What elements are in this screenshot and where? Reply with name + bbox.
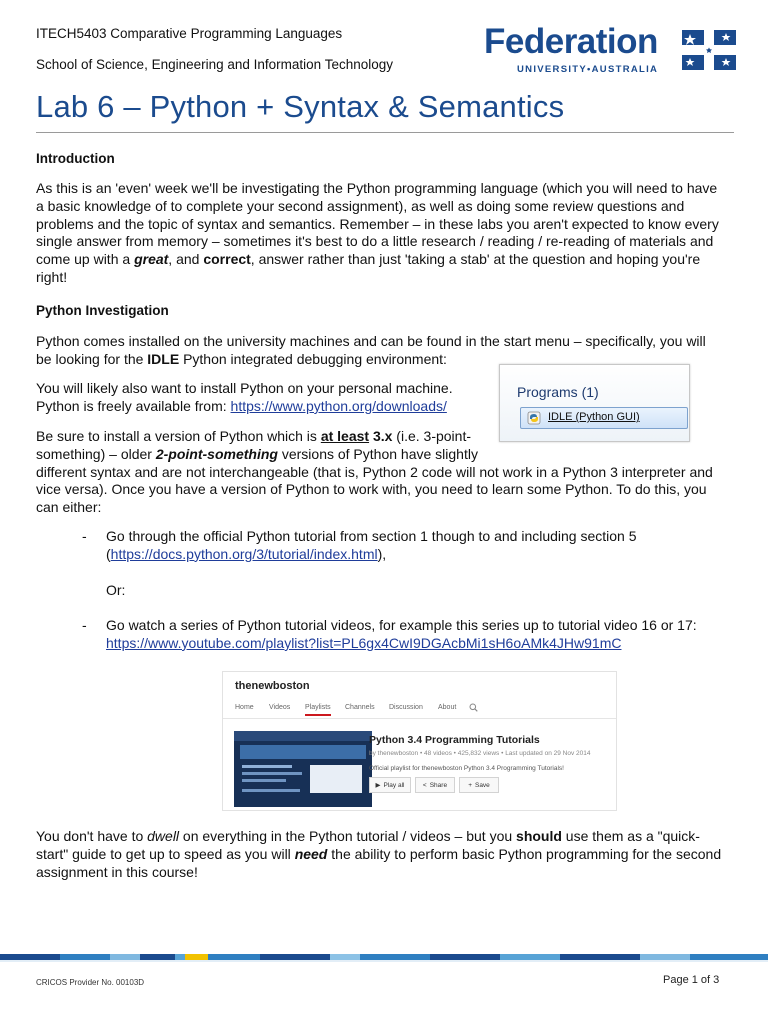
two-point-emphasis: 2-point-something — [155, 445, 278, 462]
idle-emphasis: IDLE — [147, 350, 180, 367]
playlist-title[interactable]: Python 3.4 Programming Tutorials — [369, 734, 540, 746]
introduction-heading: Introduction — [36, 151, 115, 166]
python-line: vice versa). Once you have a version of Python to work with, you need to learn some Python. To do this, you — [36, 481, 707, 498]
option-tutorial — [106, 528, 736, 564]
closing-paragraph — [36, 828, 736, 881]
plus-icon: + — [468, 781, 472, 789]
logo-wordmark: Federation — [484, 22, 658, 61]
option-videos — [106, 617, 736, 653]
python-line: be looking for the IDLE Python integrated debugging environment: — [36, 350, 447, 367]
python-line: different syntax and are not interchangeable (that is, Python 2 code will not work in a Python 3 interpreter and — [36, 463, 713, 480]
download-paragraph — [36, 380, 476, 416]
southern-cross-icon — [682, 30, 736, 70]
playlist-thumbnail[interactable] — [234, 731, 372, 807]
save-button[interactable]: + Save — [459, 777, 499, 793]
great-emphasis: great — [134, 251, 169, 268]
python-line: Python comes installed on the university machines and can be found in the start menu – specifically, you will — [36, 333, 706, 349]
intro-line: come up with a great, and correct, answer rather than just 'taking a stab' at the question and hoping you're — [36, 251, 701, 268]
youtube-tab-home[interactable]: Home — [235, 704, 254, 711]
youtube-tab-videos[interactable]: Videos — [269, 704, 291, 711]
python-line: can either: — [36, 499, 102, 516]
play-all-button[interactable]: ▶ Play all — [369, 777, 411, 793]
youtube-tab-playlists[interactable]: Playlists — [305, 704, 331, 716]
youtube-tab-about[interactable]: About — [438, 704, 457, 711]
title-divider — [36, 132, 734, 133]
playlist-description: Official playlist for thenewboston Python 3.4 Programming Tutorials! — [369, 765, 564, 772]
youtube-playlist-link[interactable]: https://www.youtube.com/playlist?list=PL6gx4CwI9DGAcbMi1sH6oAMk4JHw91mC — [106, 634, 622, 651]
or-text: Or: — [106, 582, 126, 598]
youtube-playlist-screenshot — [222, 671, 617, 811]
playlist-meta: by thenewboston • 48 videos • 425,832 views • Last updated on 29 Nov 2014 — [369, 750, 591, 757]
intro-line: a basic knowledge of to complete your second assignment), as well as doing some review questions and — [36, 197, 685, 214]
closing-line: assignment in this course! — [36, 863, 198, 880]
introduction-paragraph — [36, 180, 736, 287]
python-line: Python is freely available from: https://www.python.org/downloads/ — [36, 397, 447, 414]
idle-program-label: IDLE (Python GUI) — [548, 411, 640, 423]
youtube-tab-discussion[interactable]: Discussion — [389, 704, 423, 711]
programs-panel — [499, 364, 690, 442]
share-icon: < — [422, 781, 427, 789]
logo-subtitle: UNIVERSITY•AUSTRALIA — [517, 64, 659, 75]
should-emphasis: should — [516, 828, 562, 844]
programs-title: Programs (1) — [517, 384, 599, 400]
python-tutorial-link[interactable]: https://docs.python.org/3/tutorial/index.html — [110, 545, 378, 562]
cricos-number: CRICOS Provider No. 00103D — [36, 978, 145, 987]
intro-line: As this is an 'even' week we'll be investigating the Python programming language (which you will need to have — [36, 180, 718, 196]
python-downloads-link[interactable]: https://www.python.org/downloads/ — [230, 397, 447, 414]
footer-light-band — [0, 960, 768, 962]
federation-logo — [484, 22, 738, 76]
idle-program-item[interactable] — [520, 407, 688, 429]
intro-line: single answer from memory – sometimes it's best to do a little research / reading / re-reading of materials and — [36, 233, 714, 250]
youtube-nav-divider — [223, 718, 616, 719]
youtube-channel-name: thenewboston — [235, 680, 310, 692]
course-name: ITECH5403 Comparative Programming Languages — [36, 26, 343, 41]
at-least-emphasis: at least — [320, 428, 370, 444]
python-line: something) – older 2-point-something versions of Python have slightly — [36, 445, 478, 462]
python-investigation-heading: Python Investigation — [36, 303, 169, 318]
correct-emphasis: correct — [203, 251, 251, 268]
closing-line: You don't have to dwell on everything in the Python tutorial / videos – but you should use them as a "quick- — [36, 828, 700, 844]
page-title: Lab 6 – Python + Syntax & Semantics — [36, 89, 565, 124]
need-emphasis: need — [294, 845, 328, 862]
python-line: You will likely also want to install Python on your personal machine. — [36, 380, 453, 396]
option-dash: - — [82, 617, 87, 633]
youtube-tab-channels[interactable]: Channels — [345, 704, 375, 711]
option-line: (https://docs.python.org/3/tutorial/index.html), — [106, 545, 387, 562]
intro-line: problems and the topic of syntax and semantics. Remember – in these labs you aren't expected to know every — [36, 215, 719, 232]
python-line: Be sure to install a version of Python which is at least 3.x (i.e. 3-point- — [36, 428, 472, 444]
closing-line: start" guide to get up to speed as you will need the ability to perform basic Python programming for the second — [36, 845, 722, 862]
dwell-emphasis: dwell — [147, 828, 180, 844]
share-button[interactable]: < Share — [415, 777, 455, 793]
play-icon: ▶ — [375, 782, 381, 789]
option-line — [106, 635, 736, 653]
option-dash: - — [82, 528, 87, 544]
youtube-search-icon[interactable] — [469, 703, 478, 712]
option-line: Go through the official Python tutorial from section 1 though to and including section 5 — [106, 528, 637, 544]
school-name: School of Science, Engineering and Information Technology — [36, 57, 393, 72]
option-line: Go watch a series of Python tutorial videos, for example this series up to tutorial video 16 or 17: — [106, 617, 697, 633]
intro-line: right! — [36, 268, 68, 285]
python-idle-icon — [527, 411, 541, 425]
page-number: Page 1 of 3 — [663, 974, 720, 986]
